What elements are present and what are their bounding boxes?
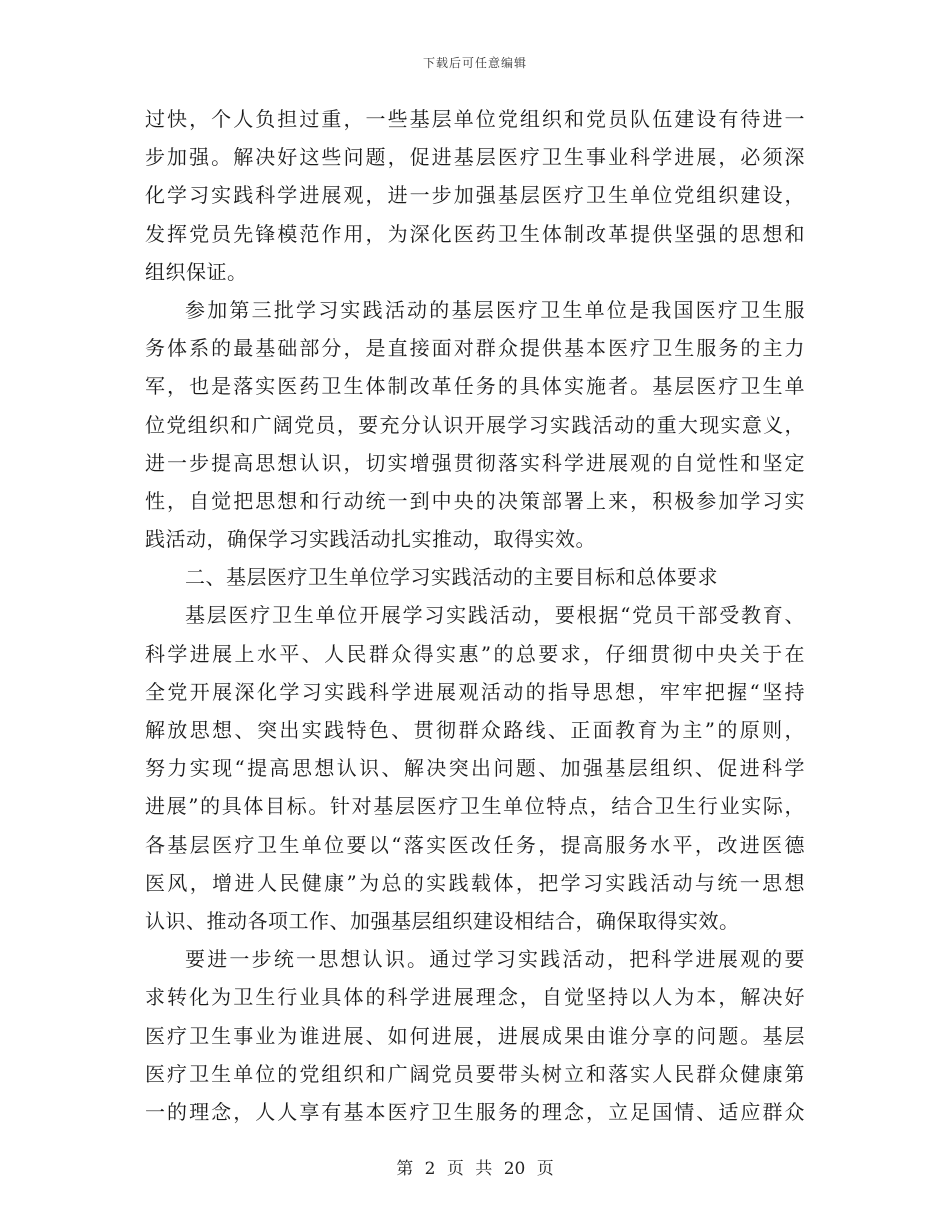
paragraph-5 — [145, 940, 805, 1131]
text-line: 化学习实践科学进展观，进一步加强基层医疗卫生单位党组织建设， — [145, 183, 805, 208]
paragraph-1 — [145, 100, 805, 291]
paragraph-4 — [145, 596, 805, 940]
text-line: 性，自觉把思想和行动统一到中央的决策部署上来，积极参加学习实 — [145, 488, 805, 513]
text-line: 全党开展深化学习实践科学进展观活动的指导思想，牢牢把握“坚持 — [145, 679, 805, 704]
text-line: 践活动，确保学习实践活动扎实推动，取得实效。 — [145, 527, 596, 552]
text-line: 要进一步统一思想认识。通过学习实践活动，把科学进展观的要 — [185, 947, 805, 972]
page-header: 下载后可任意编辑 — [422, 56, 527, 70]
text-line: 努力实现“提高思想认识、解决突出问题、加强基层组织、促进科学 — [145, 756, 805, 781]
section-heading-text: 二、基层医疗卫生单位学习实践活动的主要目标和总体要求 — [185, 565, 718, 590]
text-line: 发挥党员先锋模范作用，为深化医药卫生体制改革提供坚强的思想和 — [145, 221, 805, 246]
text-line: 军，也是落实医药卫生体制改革任务的具体实施者。基层医疗卫生单 — [145, 374, 805, 399]
text-line: 认识、推动各项工作、加强基层组织建设相结合，确保取得实效。 — [145, 908, 740, 933]
text-line: 进一步提高思想认识，切实增强贯彻落实科学进展观的自觉性和坚定 — [145, 450, 805, 475]
text-line: 参加第三批学习实践活动的基层医疗卫生单位是我国医疗卫生服 — [185, 297, 805, 322]
text-line: 解放思想、突出实践特色、贯彻群众路线、正面教育为主”的原则， — [145, 718, 805, 742]
text-line: 组织保证。 — [145, 259, 248, 284]
text-line: 科学进展上水平、人民群众得实惠”的总要求，仔细贯彻中央关于在 — [145, 641, 805, 666]
text-line: 基层医疗卫生单位开展学习实践活动，要根据“党员干部受教育、 — [185, 603, 805, 628]
text-line: 进展”的具体目标。针对基层医疗卫生单位特点，结合卫生行业实际， — [145, 794, 805, 819]
text-line: 务体系的最基础部分，是直接面对群众提供基本医疗卫生服务的主力 — [145, 336, 805, 361]
page-number-footer: 第 2 页 共 20 页 — [396, 1159, 554, 1179]
section-heading — [145, 558, 805, 596]
text-line: 医疗卫生事业为谁进展、如何进展，进展成果由谁分享的问题。基层 — [145, 1023, 805, 1048]
text-line: 一的理念，人人享有基本医疗卫生服务的理念，立足国情、适应群众 — [145, 1099, 805, 1124]
text-line: 医疗卫生单位的党组织和广阔党员要带头树立和落实人民群众健康第 — [145, 1061, 805, 1086]
text-line: 医风，增进人民健康”为总的实践载体，把学习实践活动与统一思想 — [145, 870, 805, 895]
text-line: 位党组织和广阔党员，要充分认识开展学习实践活动的重大现实意义， — [145, 412, 805, 437]
text-line: 过快，个人负担过重，一些基层单位党组织和党员队伍建设有待进一 — [145, 107, 805, 131]
document-body — [145, 100, 805, 1131]
paragraph-2 — [145, 291, 805, 558]
text-line: 求转化为卫生行业具体的科学进展理念，自觉坚持以人为本，解决好 — [145, 985, 805, 1010]
text-line: 步加强。解决好这些问题，促进基层医疗卫生事业科学进展，必须深 — [145, 145, 805, 170]
text-line: 各基层医疗卫生单位要以“落实医改任务，提高服务水平，改进医德 — [145, 832, 805, 857]
